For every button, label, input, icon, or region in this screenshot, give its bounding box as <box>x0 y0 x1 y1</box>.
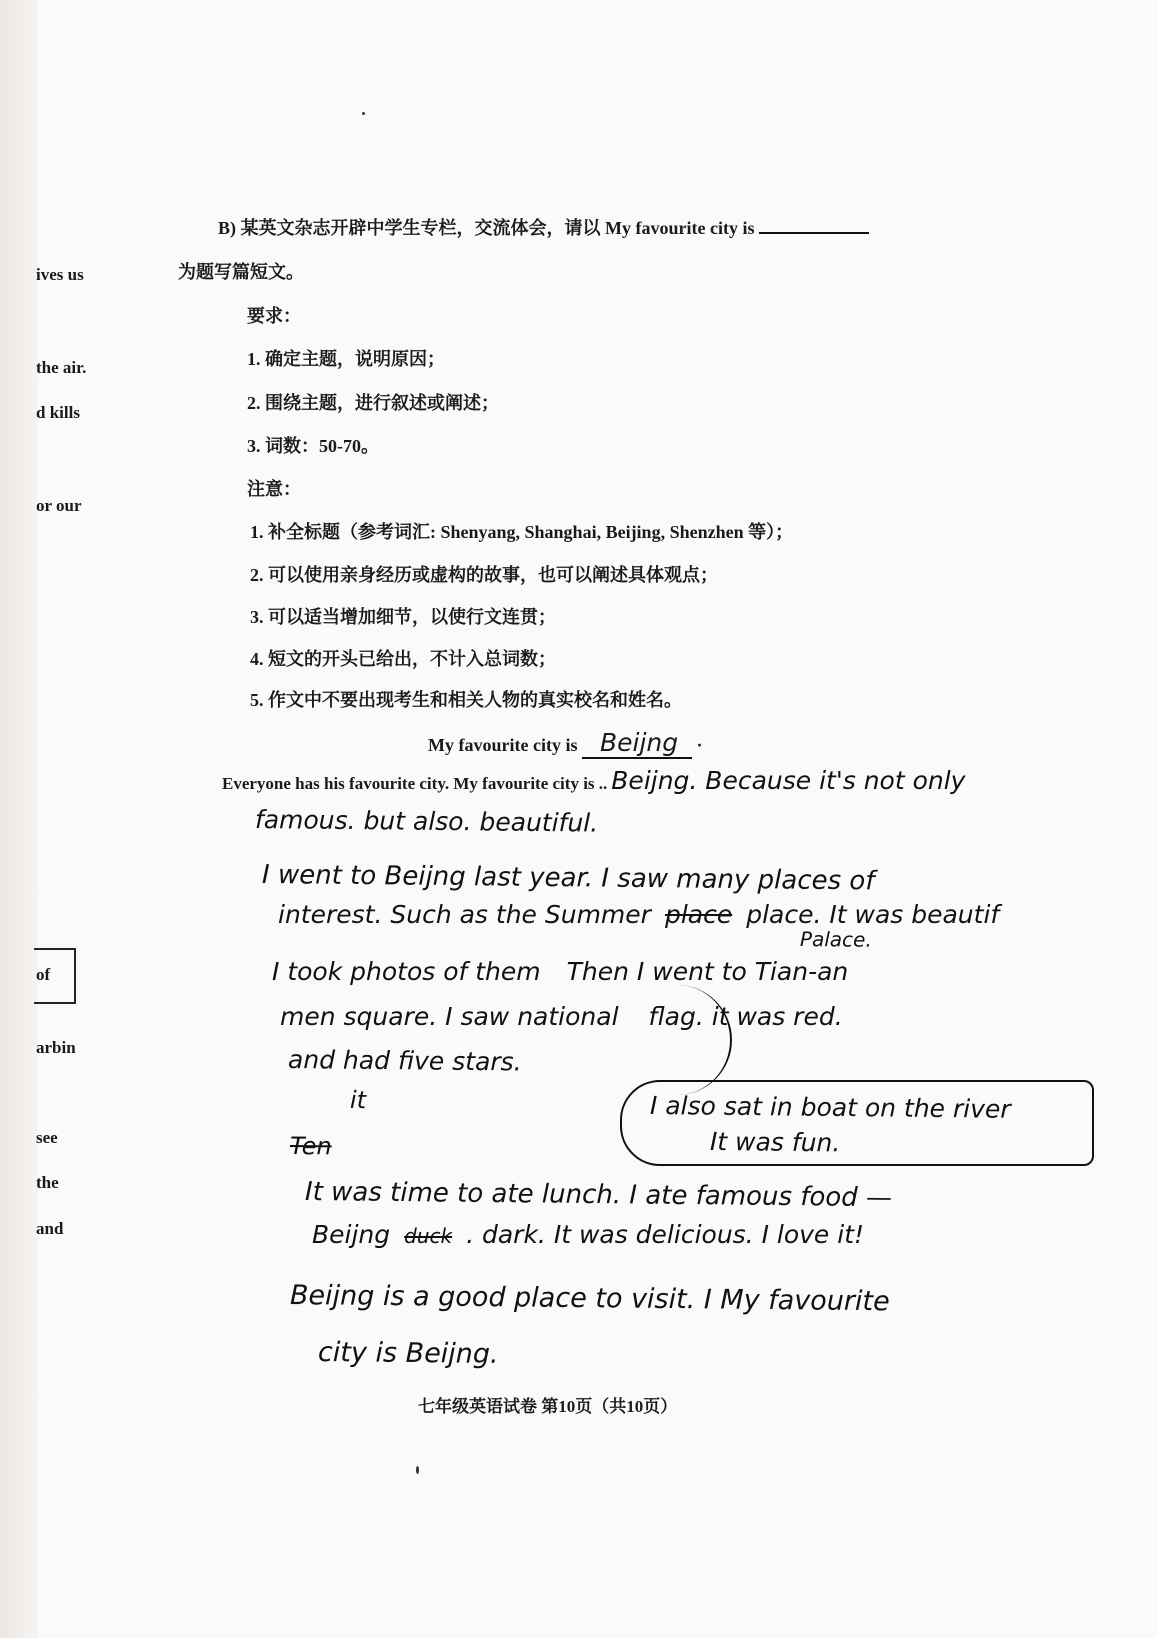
essay-opening: Everyone has his favourite city. My favourite city is .. <box>222 774 608 793</box>
handwriting-line: place. It was beautif <box>746 900 1000 929</box>
margin-fragment: the <box>36 1173 59 1192</box>
handwriting-line: Then I went to Tian-an <box>566 957 849 986</box>
handwriting-line: men square. I saw national <box>280 1002 619 1031</box>
handwriting-line: Beijng is a good place to visit. I My favourite <box>289 1280 890 1318</box>
requirement-item: 2. 围绕主题，进行叙述或阐述； <box>247 393 499 413</box>
essay-opening-row <box>222 766 979 795</box>
scan-speck <box>362 112 365 115</box>
requirement-item: 1. 确定主题，说明原因； <box>247 349 445 369</box>
margin-fragment: or our <box>36 496 82 515</box>
page-edge-shadow <box>0 0 38 1638</box>
handwriting-line: city is Beijng. <box>317 1337 499 1370</box>
crossed-out-word: Ten <box>289 1132 332 1161</box>
handwriting-line: famous. but also. beautiful. <box>254 805 599 838</box>
inserted-text: It was fun. <box>709 1127 841 1158</box>
margin-fragment: and <box>36 1219 64 1238</box>
section-heading: B) 某英文杂志开辟中学生专栏，交流体会，请以 My favourite city is <box>218 214 869 240</box>
crossed-out-word: place <box>664 900 733 929</box>
handwriting-row <box>278 900 1013 929</box>
handwriting-row <box>312 1220 878 1249</box>
requirement-item: 3. 词数：50-70。 <box>247 436 379 456</box>
margin-fragment: of <box>36 965 51 984</box>
note-item: 5. 作文中不要出现考生和相关人物的真实校名和姓名。 <box>250 690 682 710</box>
page-footer: 七年级英语试卷 第10页（共10页） <box>418 1397 678 1416</box>
handwriting-line: . dark. It was delicious. I love it! <box>466 1220 865 1249</box>
margin-fragment: ives us <box>36 265 84 284</box>
handwriting-line: I went to Beijng last year. I saw many places of <box>261 860 875 897</box>
handwriting-row <box>280 1002 857 1031</box>
margin-fragment: see <box>36 1128 58 1147</box>
handwriting-line: flag. it was red. <box>648 1002 843 1031</box>
essay-title: My favourite city is Beijng · <box>428 728 703 757</box>
margin-fragment: arbin <box>36 1038 76 1057</box>
handwriting-line: It was time to ate lunch. I ate famous food — <box>304 1177 893 1214</box>
note-item: 3. 可以适当增加细节，以使行文连贯； <box>250 607 556 627</box>
handwriting-line: I took photos of them <box>272 957 541 986</box>
handwriting-line: interest. Such as the Summer <box>278 900 651 929</box>
section-heading-cont: 为题写篇短文。 <box>178 262 304 282</box>
inserted-text: I also sat in boat on the river <box>649 1091 1011 1124</box>
note-item: 1. 补全标题（参考词汇: Shenyang, Shanghai, Beijing, Shenzhen 等）； <box>250 522 794 542</box>
requirements-label: 要求： <box>247 306 301 326</box>
handwriting-line: Beijng <box>312 1220 391 1249</box>
crossed-out-word: duck <box>404 1224 453 1248</box>
note-item: 4. 短文的开头已给出，不计入总词数； <box>250 649 556 669</box>
notes-label: 注意： <box>247 479 301 499</box>
margin-fragment: d kills <box>36 403 80 422</box>
handwriting-row <box>272 957 862 986</box>
margin-fragment: the air. <box>36 358 87 377</box>
correction-insert: Palace. <box>799 927 872 952</box>
note-item: 2. 可以使用亲身经历或虚构的故事，也可以阐述具体观点； <box>250 565 718 585</box>
handwriting-line: Beijng. Because it's not only <box>611 766 966 795</box>
insert-mark: it <box>349 1086 367 1115</box>
title-answer: Beijng <box>599 728 679 757</box>
scan-speck <box>416 1466 419 1474</box>
handwriting-line: and had five stars. <box>287 1045 522 1077</box>
